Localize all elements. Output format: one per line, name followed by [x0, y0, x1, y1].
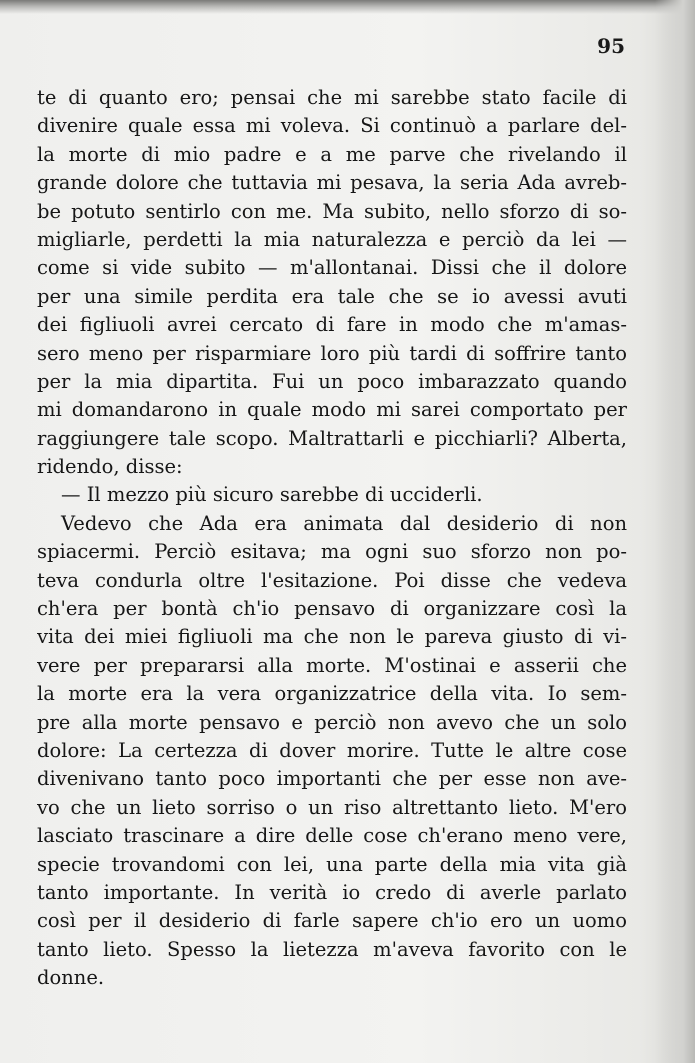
text-line: grande dolore che tuttavia mi pesava, la seria Ada avreb-: [37, 171, 627, 195]
text-line: teva condurla oltre l'esitazione. Poi disse che vedeva: [37, 568, 627, 592]
text-line: ch'era per bontà ch'io pensavo di organizzare così la: [37, 597, 627, 621]
text-line: dei figliuoli avrei cercato di fare in modo che m'amas-: [37, 313, 627, 337]
text-line: te di quanto ero; pensai che mi sarebbe stato facile di: [37, 86, 627, 109]
text-line: vo che un lieto sorriso o un riso altrettanto lieto. M'ero: [37, 795, 627, 819]
text-line: la morte era la vera organizzatrice della vita. Io sem-: [37, 682, 627, 706]
text-line: raggiungere tale scopo. Maltrattarli e picchiarli? Alberta,: [37, 426, 627, 450]
body-text: [37, 84, 627, 993]
text-line: mi domandarono in quale modo mi sarei comportato per: [37, 398, 627, 422]
text-line: — Il mezzo più sicuro sarebbe di ucciderli.: [61, 483, 483, 507]
text-line: divenire quale essa mi voleva. Si continuò a parlare del-: [37, 114, 627, 138]
text-line: specie trovandomi con lei, una parte della mia vita già: [37, 852, 627, 876]
text-line: be potuto sentirlo con me. Ma subito, nello sforzo di so-: [37, 199, 627, 223]
text-line: così per il desiderio di farle sapere ch'io ero un uomo: [37, 909, 627, 933]
text-line: migliarle, perdetti la mia naturalezza e perciò da lei —: [37, 227, 627, 251]
text-line: la morte di mio padre e a me parve che rivelando il: [37, 142, 627, 166]
text-line: per una simile perdita era tale che se io avessi avuti: [37, 284, 627, 308]
page-number: 95: [597, 34, 625, 58]
text-line: pre alla morte pensavo e perciò non avevo che un solo: [37, 710, 627, 734]
page-gutter-shadow: [655, 0, 695, 1063]
text-line: come si vide subito — m'allontanai. Dissi che il dolore: [37, 256, 627, 280]
text-line: tanto lieto. Spesso la lietezza m'aveva favorito con le: [37, 937, 627, 961]
text-line: Vedevo che Ada era animata dal desiderio di non: [61, 511, 627, 535]
text-line: ridendo, disse:: [37, 455, 183, 479]
text-line: tanto importante. In verità io credo di averle parlato: [37, 880, 627, 904]
text-line: sero meno per risparmiare loro più tardi di soffrire tanto: [37, 341, 627, 365]
text-line: dolore: La certezza di dover morire. Tutte le altre cose: [37, 738, 627, 762]
text-line: spiacermi. Perciò esitava; ma ogni suo sforzo non po-: [37, 540, 627, 564]
text-line: vita dei miei figliuoli ma che non le pareva giusto di vi-: [37, 625, 627, 649]
text-line: per la mia dipartita. Fui un poco imbarazzato quando: [37, 369, 627, 393]
text-line: donne.: [37, 966, 105, 990]
page-edge-shadow-top: [0, 0, 695, 14]
text-line: lasciato trascinare a dire delle cose ch'erano meno vere,: [37, 824, 627, 848]
text-line: vere per prepararsi alla morte. M'ostinai e asserii che: [37, 653, 627, 677]
text-line: divenivano tanto poco importanti che per esse non ave-: [37, 767, 627, 791]
